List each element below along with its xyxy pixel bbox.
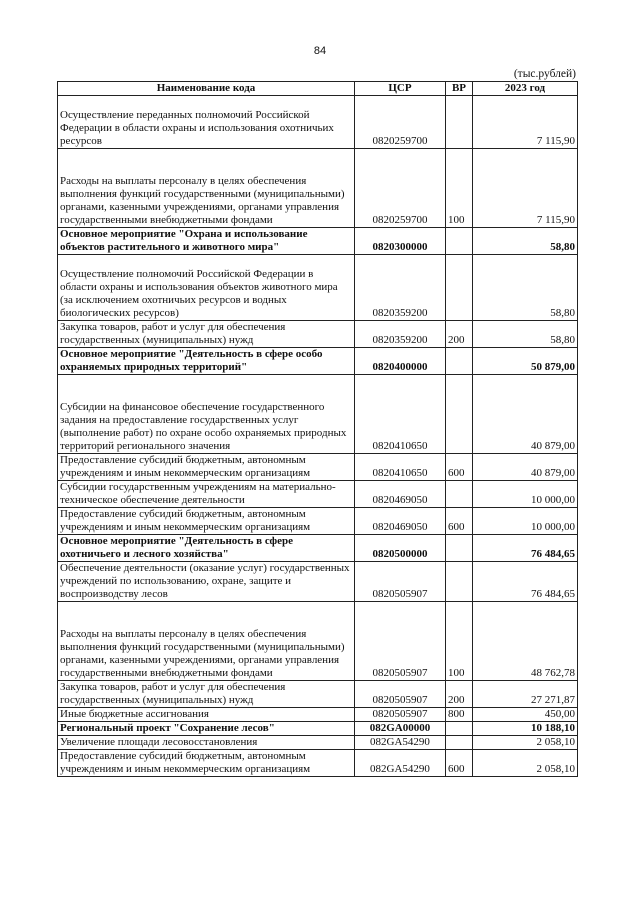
row-vr-cell: 200 (446, 681, 473, 708)
row-csr-cell: 0820505907 (355, 681, 446, 708)
table-row (58, 562, 578, 602)
budget-table (57, 81, 578, 777)
row-name-cell: Осуществление полномочий Российской Федерации в области охраны и использования объектов животного мира (за исключением охотничьих ресурсов и водных биологических ресурсов) (58, 255, 355, 321)
row-csr-cell: 0820505907 (355, 562, 446, 602)
table-row (58, 149, 578, 228)
header-vr: ВР (446, 82, 473, 96)
row-sum-cell: 10 000,00 (473, 481, 578, 508)
row-vr-cell: 100 (446, 602, 473, 681)
row-vr-cell (446, 96, 473, 149)
row-sum-cell: 2 058,10 (473, 750, 578, 777)
row-vr-cell (446, 228, 473, 255)
page-number: 84 (313, 45, 327, 57)
row-sum-cell: 48 762,78 (473, 602, 578, 681)
row-sum-cell: 10 188,10 (473, 722, 578, 736)
row-vr-cell (446, 562, 473, 602)
row-name-cell: Иные бюджетные ассигнования (58, 708, 355, 722)
row-csr-cell: 082GA54290 (355, 750, 446, 777)
row-csr-cell: 0820505907 (355, 708, 446, 722)
row-vr-cell: 800 (446, 708, 473, 722)
row-csr-cell: 082GA00000 (355, 722, 446, 736)
row-csr-cell: 0820359200 (355, 321, 446, 348)
row-csr-cell: 0820410650 (355, 375, 446, 454)
row-vr-cell (446, 255, 473, 321)
row-csr-cell: 082GA54290 (355, 736, 446, 750)
row-name-cell: Субсидии на финансовое обеспечение государственного задания на предоставление государственных услуг (выполнение работ) по охране особо охраняемых природных территорий регионального значения (58, 375, 355, 454)
row-name-cell: Основное мероприятие "Охрана и использование объектов растительного и животного мира" (58, 228, 355, 255)
row-sum-cell: 10 000,00 (473, 508, 578, 535)
row-name-cell: Предоставление субсидий бюджетным, автономным учреждениям и иным некоммерческим организациям (58, 454, 355, 481)
table-row (58, 375, 578, 454)
row-sum-cell: 40 879,00 (473, 454, 578, 481)
table-row (58, 481, 578, 508)
table-row (58, 602, 578, 681)
row-sum-cell: 7 115,90 (473, 96, 578, 149)
table-row (58, 508, 578, 535)
row-name-cell: Осуществление переданных полномочий Российской Федерации в области охраны и использования охотничьих ресурсов (58, 96, 355, 149)
table-row (58, 722, 578, 736)
header-csr: ЦСР (355, 82, 446, 96)
row-csr-cell: 0820505907 (355, 602, 446, 681)
table-row (58, 736, 578, 750)
row-csr-cell: 0820259700 (355, 96, 446, 149)
units-label: (тыс.рублей) (513, 68, 576, 80)
table-row (58, 750, 578, 777)
row-sum-cell: 58,80 (473, 321, 578, 348)
row-name-cell: Основное мероприятие "Деятельность в сфере охотничьего и лесного хозяйства" (58, 535, 355, 562)
row-name-cell: Закупка товаров, работ и услуг для обеспечения государственных (муниципальных) нужд (58, 681, 355, 708)
row-vr-cell: 200 (446, 321, 473, 348)
row-vr-cell (446, 348, 473, 375)
table-row (58, 348, 578, 375)
table-row (58, 681, 578, 708)
row-vr-cell (446, 736, 473, 750)
row-sum-cell: 50 879,00 (473, 348, 578, 375)
row-name-cell: Обеспечение деятельности (оказание услуг) государственных учреждений по использованию, охране, защите и воспроизводству лесов (58, 562, 355, 602)
row-sum-cell: 7 115,90 (473, 149, 578, 228)
table-row (58, 454, 578, 481)
row-name-cell: Региональный проект "Сохранение лесов" (58, 722, 355, 736)
row-csr-cell: 0820300000 (355, 228, 446, 255)
table-row (58, 255, 578, 321)
row-name-cell: Основное мероприятие "Деятельность в сфере особо охраняемых природных территорий" (58, 348, 355, 375)
table-row (58, 96, 578, 149)
row-csr-cell: 0820469050 (355, 481, 446, 508)
row-sum-cell: 76 484,65 (473, 562, 578, 602)
row-sum-cell: 58,80 (473, 255, 578, 321)
row-name-cell: Предоставление субсидий бюджетным, автономным учреждениям и иным некоммерческим организациям (58, 750, 355, 777)
row-vr-cell: 600 (446, 454, 473, 481)
row-vr-cell (446, 375, 473, 454)
row-csr-cell: 0820410650 (355, 454, 446, 481)
row-name-cell: Расходы на выплаты персоналу в целях обеспечения выполнения функций государственными (муниципальными) органами, казенными учреждениями, органами управления государственными внебюджетными фондами (58, 602, 355, 681)
header-year: 2023 год (473, 82, 578, 96)
row-name-cell: Увеличение площади лесовосстановления (58, 736, 355, 750)
table-row (58, 228, 578, 255)
table-body (58, 96, 578, 777)
row-vr-cell: 600 (446, 508, 473, 535)
row-vr-cell (446, 722, 473, 736)
table-row (58, 535, 578, 562)
row-csr-cell: 0820259700 (355, 149, 446, 228)
row-name-cell: Закупка товаров, работ и услуг для обеспечения государственных (муниципальных) нужд (58, 321, 355, 348)
table-row (58, 708, 578, 722)
row-name-cell: Расходы на выплаты персоналу в целях обеспечения выполнения функций государственными (муниципальными) органами, казенными учреждениями, органами управления государственными внебюджетными фондами (58, 149, 355, 228)
row-vr-cell: 100 (446, 149, 473, 228)
row-sum-cell: 76 484,65 (473, 535, 578, 562)
row-csr-cell: 0820469050 (355, 508, 446, 535)
table-header-row (58, 82, 578, 96)
row-sum-cell: 27 271,87 (473, 681, 578, 708)
row-sum-cell: 2 058,10 (473, 736, 578, 750)
row-sum-cell: 58,80 (473, 228, 578, 255)
row-sum-cell: 450,00 (473, 708, 578, 722)
table-row (58, 321, 578, 348)
row-csr-cell: 0820500000 (355, 535, 446, 562)
row-vr-cell: 600 (446, 750, 473, 777)
row-vr-cell (446, 481, 473, 508)
row-vr-cell (446, 535, 473, 562)
header-name: Наименование кода (58, 82, 355, 96)
row-sum-cell: 40 879,00 (473, 375, 578, 454)
row-csr-cell: 0820400000 (355, 348, 446, 375)
row-name-cell: Субсидии государственным учреждениям на материально-техническое обеспечение деятельности (58, 481, 355, 508)
row-csr-cell: 0820359200 (355, 255, 446, 321)
row-name-cell: Предоставление субсидий бюджетным, автономным учреждениям и иным некоммерческим организациям (58, 508, 355, 535)
